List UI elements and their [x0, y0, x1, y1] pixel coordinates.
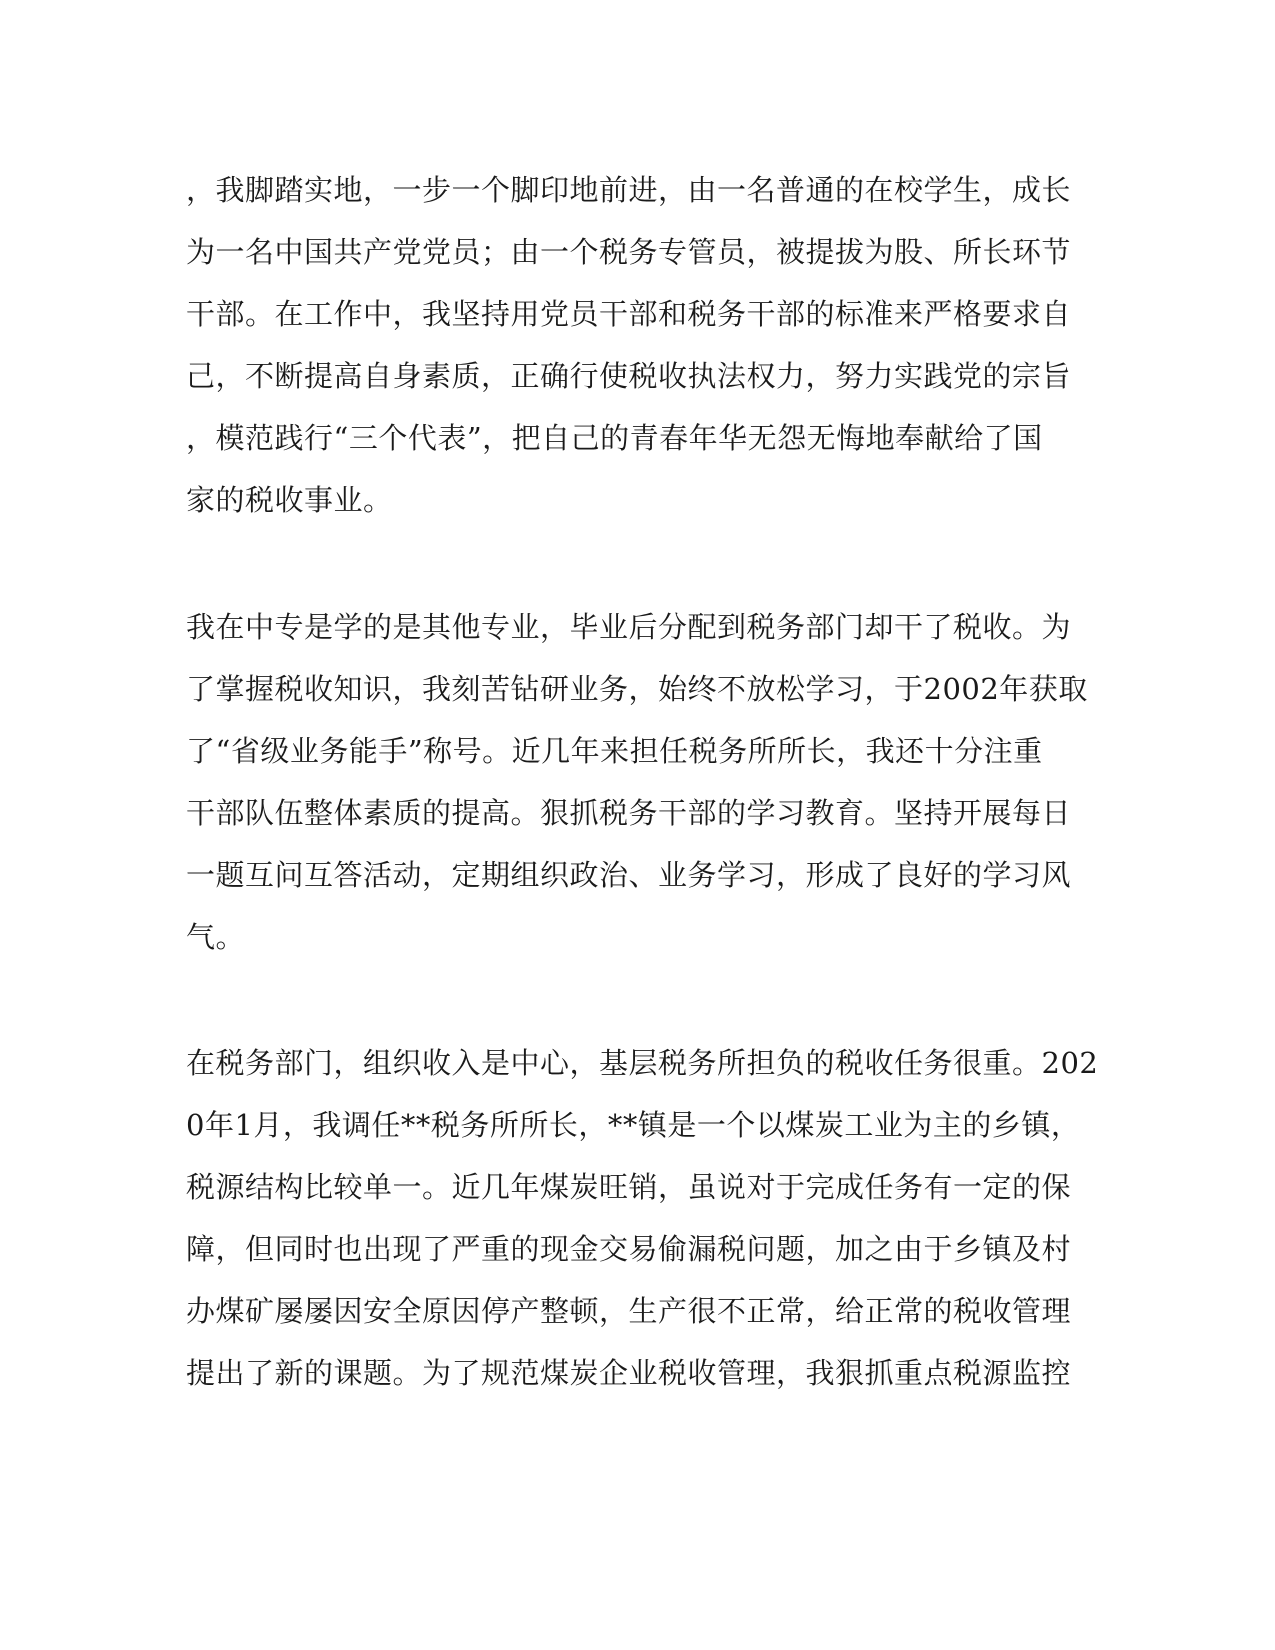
text-line: 己，不断提高自身素质，正确行使税收执法权力，努力实践党的宗旨: [186, 359, 1072, 393]
text-line: 提出了新的课题。为了规范煤炭企业税收管理，我狠抓重点税源监控: [186, 1356, 1072, 1390]
text-line: 干部队伍整体素质的提高。狠抓税务干部的学习教育。坚持开展每日: [186, 796, 1072, 830]
text-line: 干部。在工作中，我坚持用党员干部和税务干部的标准来严格要求自: [186, 297, 1072, 331]
text-line: ，模范践行“三个代表”，把自己的青春年华无怨无悔地奉献给了国: [186, 421, 1043, 455]
text-line: 障，但同时也出现了严重的现金交易偷漏税问题，加之由于乡镇及村: [186, 1232, 1072, 1266]
text-line: 为一名中国共产党党员；由一个税务专管员，被提拔为股、所长环节: [186, 235, 1072, 269]
text-line: 一题互问互答活动，定期组织政治、业务学习，形成了良好的学习风: [186, 858, 1072, 892]
text-line: 了掌握税收知识，我刻苦钻研业务，始终不放松学习，于2002年获取: [186, 672, 1088, 706]
text-line: 税源结构比较单一。近几年煤炭旺销，虽说对于完成任务有一定的保: [186, 1170, 1072, 1204]
text-line: 气。: [186, 920, 246, 954]
text-line: 家的税收事业。: [186, 483, 393, 517]
text-line: 在税务部门，组织收入是中心，基层税务所担负的税收任务很重。202: [186, 1046, 1099, 1080]
text-line: 我在中专是学的是其他专业，毕业后分配到税务部门却干了税收。为: [186, 610, 1072, 644]
text-line: 了“省级业务能手”称号。近几年来担任税务所所长，我还十分注重: [186, 734, 1043, 768]
text-line: 办煤矿屡屡因安全原因停产整顿，生产很不正常，给正常的税收管理: [186, 1294, 1072, 1328]
text-line: ，我脚踏实地，一步一个脚印地前进，由一名普通的在校学生，成长: [186, 173, 1072, 207]
text-line: 0年1月，我调任**税务所所长，**镇是一个以煤炭工业为主的乡镇，: [186, 1108, 1081, 1142]
